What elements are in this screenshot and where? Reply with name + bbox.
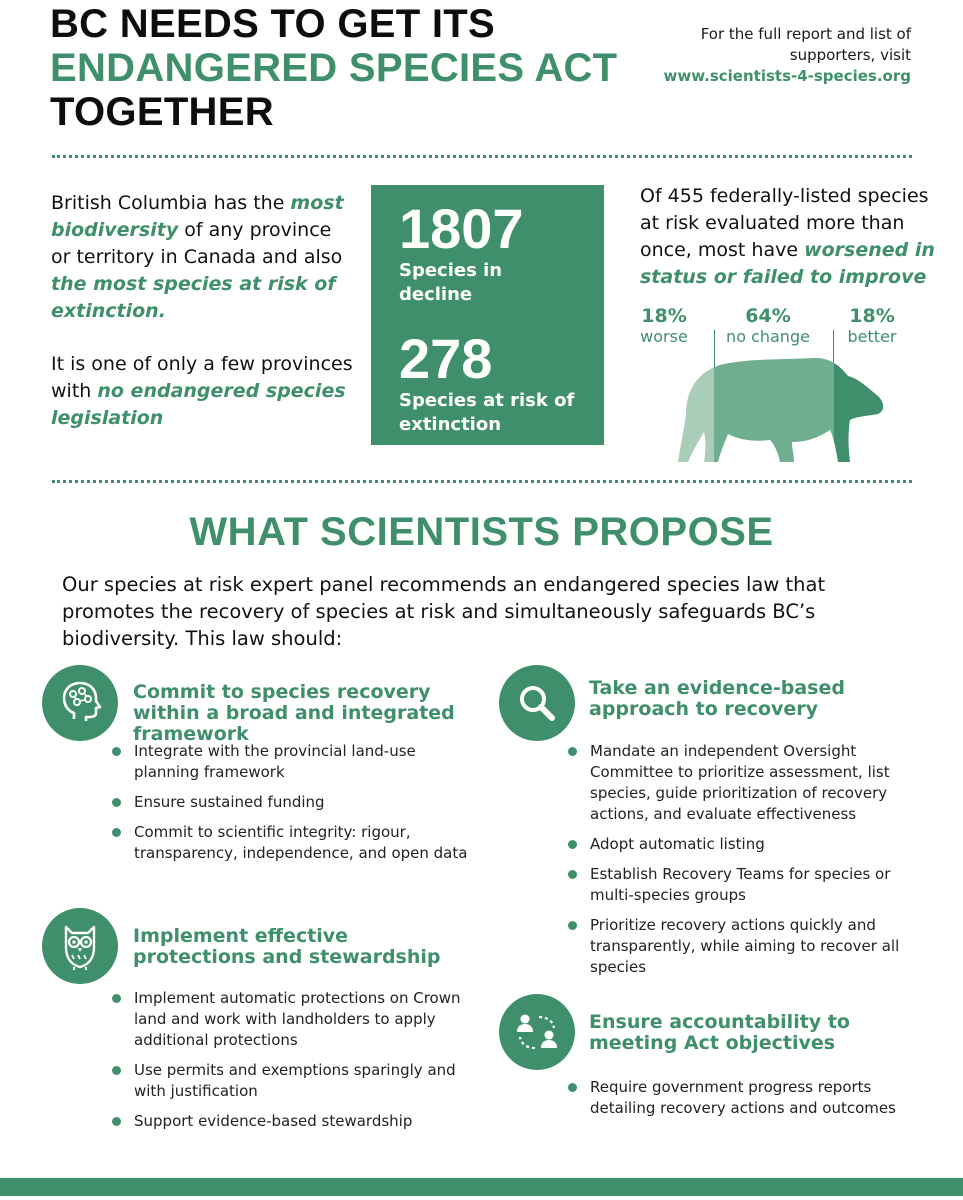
commit-title: Commit to species recovery within a broad and integrated framework (133, 681, 455, 745)
list-item: Use permits and exemptions sparingly and with justification (110, 1060, 480, 1102)
evidence-title: Take an evidence-based approach to recovery (589, 677, 845, 720)
list-item: Ensure sustained funding (110, 792, 480, 813)
bear-icon (672, 352, 892, 466)
title-line-3: TOGETHER (50, 90, 274, 134)
list-item: Mandate an independent Oversight Committee to prioritize assessment, list species, guide prioritization of recovery actions, and evaluate effectiveness (566, 741, 926, 825)
propose-paragraph: Our species at risk expert panel recommends an endangered species law that promotes the recovery of species at risk and simultaneously safeguards BC’s biodiversity. This law should: (62, 573, 826, 650)
list-item: Support evidence-based stewardship (110, 1111, 480, 1132)
commit-list (110, 741, 480, 873)
list-item: Integrate with the provincial land-use planning framework (110, 741, 480, 783)
divider-top (52, 155, 912, 158)
list-item: Commit to scientific integrity: rigour, transparency, independence, and open data (110, 822, 480, 864)
evidence-list (566, 741, 926, 987)
better-stat: 18% better (847, 305, 897, 346)
implement-list (110, 988, 480, 1141)
report-url-link[interactable]: www.scientists-4-species.org (663, 67, 911, 85)
species-decline-number: 1807 (399, 197, 524, 260)
list-item: Establish Recovery Teams for species or multi-species groups (566, 864, 926, 906)
people-cycle-icon (499, 994, 575, 1070)
implement-title: Implement effective protections and stewardship (133, 925, 441, 968)
list-item: Implement automatic protections on Crown land and work with landholders to apply additional protections (110, 988, 480, 1051)
accountability-title: Ensure accountability to meeting Act objectives (589, 1011, 850, 1054)
species-risk-number: 278 (399, 327, 493, 390)
footer-bar (0, 1178, 963, 1196)
list-item: Prioritize recovery actions quickly and transparently, while aiming to recover all species (566, 915, 926, 978)
stats-box (371, 185, 604, 445)
species-risk-label: Species at risk of extinction (399, 390, 575, 435)
accountability-list (566, 1077, 926, 1128)
report-text: For the full report and list of supporters, visit (700, 25, 911, 64)
report-note (651, 24, 911, 87)
worse-stat: 18% worse (640, 305, 688, 346)
magnifier-icon (499, 665, 575, 741)
list-item: Require government progress reports detailing recovery actions and outcomes (566, 1077, 926, 1119)
intro-paragraph-1: British Columbia has the most biodiversity of any province or territory in Canada and also the most species at risk of extinction. (51, 192, 344, 322)
title-line-1: BC NEEDS TO GET ITS (50, 2, 496, 46)
propose-heading: WHAT SCIENTISTS PROPOSE (189, 510, 774, 554)
intro-text (51, 190, 356, 432)
federal-text: Of 455 federally-listed species at risk evaluated more than once, most have worsened in status or failed to improve (640, 185, 935, 288)
title-line-2: ENDANGERED SPECIES ACT (50, 46, 618, 90)
list-item: Adopt automatic listing (566, 834, 926, 855)
page-title (50, 2, 670, 134)
brain-head-icon (42, 665, 118, 741)
no-change-stat: 64% no change (726, 305, 810, 346)
owl-icon (42, 908, 118, 984)
divider-middle (52, 480, 912, 483)
species-decline-label: Species in decline (399, 260, 503, 305)
intro-paragraph-2: It is one of only a few provinces with no endangered species legislation (51, 353, 353, 429)
